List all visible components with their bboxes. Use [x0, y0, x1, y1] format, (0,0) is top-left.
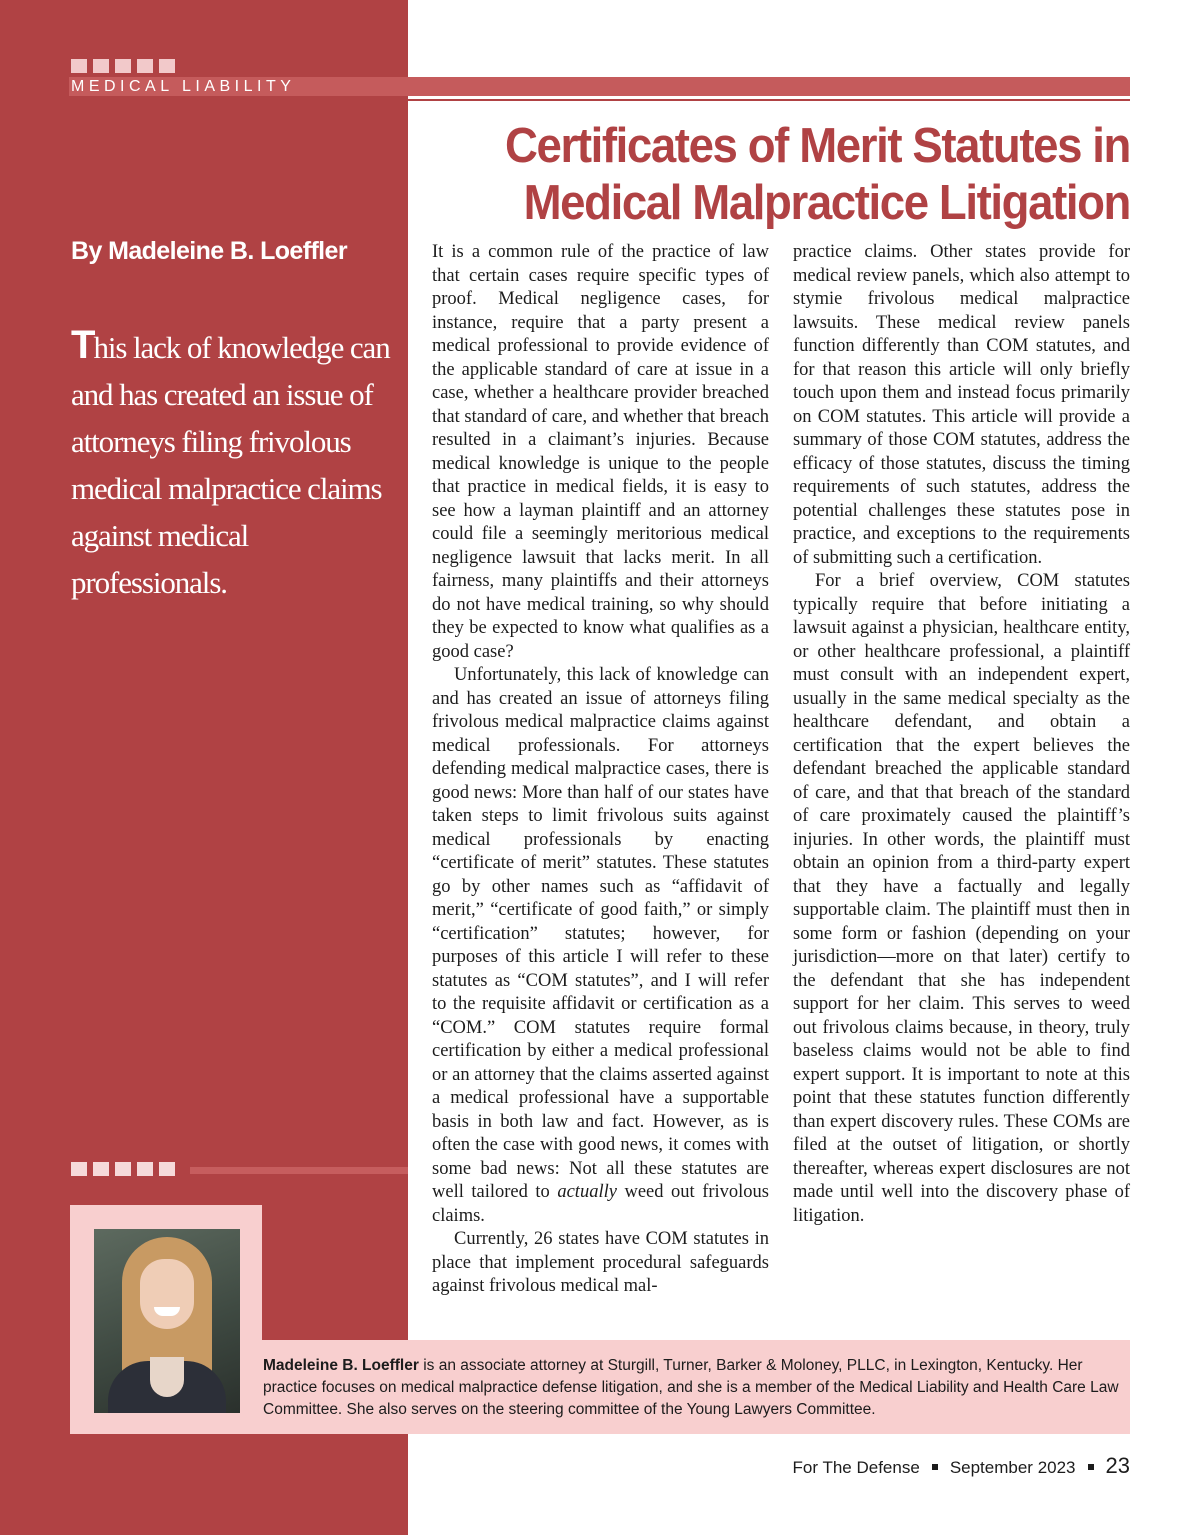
decorative-squares-bottom — [71, 1162, 175, 1176]
paragraph: For a brief overview, COM statutes typically require that before initiating a lawsuit against a physician, healthcare entity, or other healthcare professional, a plaintiff must consult with an independent expert, usually in the same medical specialty as the healthcare defendant, and obtain a certification that the expert believes the defendant breached the applicable standard of care, and that that breach of the standard of care proximately caused the plaintiff’s injuries. In other words, the plaintiff must obtain an opinion from a third-party expert that they have a factually and legally supportable claim. The plaintiff must then in some form or fashion (depending on your jurisdiction—more on that later) certify to the defendant that she has independent support for her claim. This serves to weed out frivolous claims because, in theory, truly baseless claims would not be able to find expert support. It is important to note at this point that these statutes function differently than expert discovery rules. These COMs are filed at the outset of litigation, or shortly thereafter, whereas expert disclosures are not made until well into the discovery phase of litigation. — [793, 571, 1130, 1226]
article-title — [468, 118, 1130, 232]
paragraph: practice claims. Other states provide for medical review panels, which also attempt to stymie frivolous medical malpractice lawsuits. These medical review panels function differently than COM statutes, and for that reason this article will only briefly touch upon them and instead focus primarily on COM statutes. This article will provide a summary of those COM statutes, address the efficacy of those statutes, discuss the timing requirements of such statutes, address the potential challenges these statutes pose in practice, and exceptions to the requirements of submitting such a certification. — [793, 242, 1130, 568]
author-bio-name: Madeleine B. Loeffler — [263, 1357, 419, 1374]
article-column-2 — [793, 241, 1130, 1228]
author-byline: By Madeleine B. Loeffler — [71, 237, 347, 265]
publication-name: For The Defense — [792, 1458, 920, 1477]
article-column-1 — [432, 241, 769, 1299]
section-label: MEDICAL LIABILITY — [71, 78, 296, 95]
decorative-line — [190, 1167, 408, 1174]
title-line-2: Medical Malpractice Litigation — [523, 176, 1130, 230]
author-bio-text: Madeleine B. Loeffler is an associate attorney at Sturgill, Turner, Barker & Moloney, PLLC, in Lexington, Kentucky. Her practice focuses on medical malpractice defense litigation, and she is a member of the Medical Liability and Health Care Law Committee. She also serves on the steering committee of the Young Lawyers Committee. — [263, 1357, 1119, 1418]
paragraph: Currently, 26 states have COM statutes in place that implement procedural safeguards against frivolous medical mal- — [432, 1229, 769, 1296]
decorative-squares-top — [71, 59, 175, 73]
pull-quote: This lack of knowledge can and has created an issue of attorneys filing frivolous medical malpractice claims against medical professionals. — [71, 323, 390, 600]
separator-bullet — [932, 1464, 938, 1470]
page-number: 23 — [1105, 1453, 1130, 1478]
page-footer — [793, 1453, 1130, 1479]
issue-date: September 2023 — [949, 1458, 1076, 1477]
author-photo — [94, 1229, 240, 1413]
title-line-1: Certificates of Merit Statutes in — [505, 119, 1131, 173]
paragraph: Unfortunately, this lack of knowledge can and has created an issue of attorneys filing frivolous medical malpractice claims against medical professionals. For attorneys defending medical malpractice cases, there is good news: More than half of our states have taken steps to limit frivolous suits against medical professionals by enacting “certificate of merit” statutes. These statutes go by other names such as “affidavit of merit,” “certificate of good faith,” or simply “certification” statutes; however, for purposes of this article I will refer to these statutes as “COM statutes”, and I will refer to the requisite affidavit or certification as a “COM.” COM statutes require formal certification by either a medical professional or an attorney that the claims asserted against a medical professional have a supportable basis in both law and fact. However, as is often the case with good news, it comes with some bad news: Not all these statutes are well tailored to actually weed out frivolous claims. — [432, 665, 769, 1226]
separator-bullet — [1088, 1464, 1094, 1470]
header-rule — [408, 99, 1130, 101]
paragraph: It is a common rule of the practice of law that certain cases require specific types of proof. Medical negligence cases, for instance, require that a party present a medical professional to provide evidence of the applicable standard of care at issue in a case, whether a healthcare provider breached that standard of care, and whether that breach resulted in a claimant’s injuries. Because medical knowledge is unique to the people that practice in medical fields, it is easy to see how a layman plaintiff and an attorney could file a seemingly meritorious medical negligence lawsuit that lacks merit. In all fairness, many plaintiffs and their attorneys do not have medical training, so why should they be expected to know what qualifies as a good case? — [432, 242, 769, 662]
